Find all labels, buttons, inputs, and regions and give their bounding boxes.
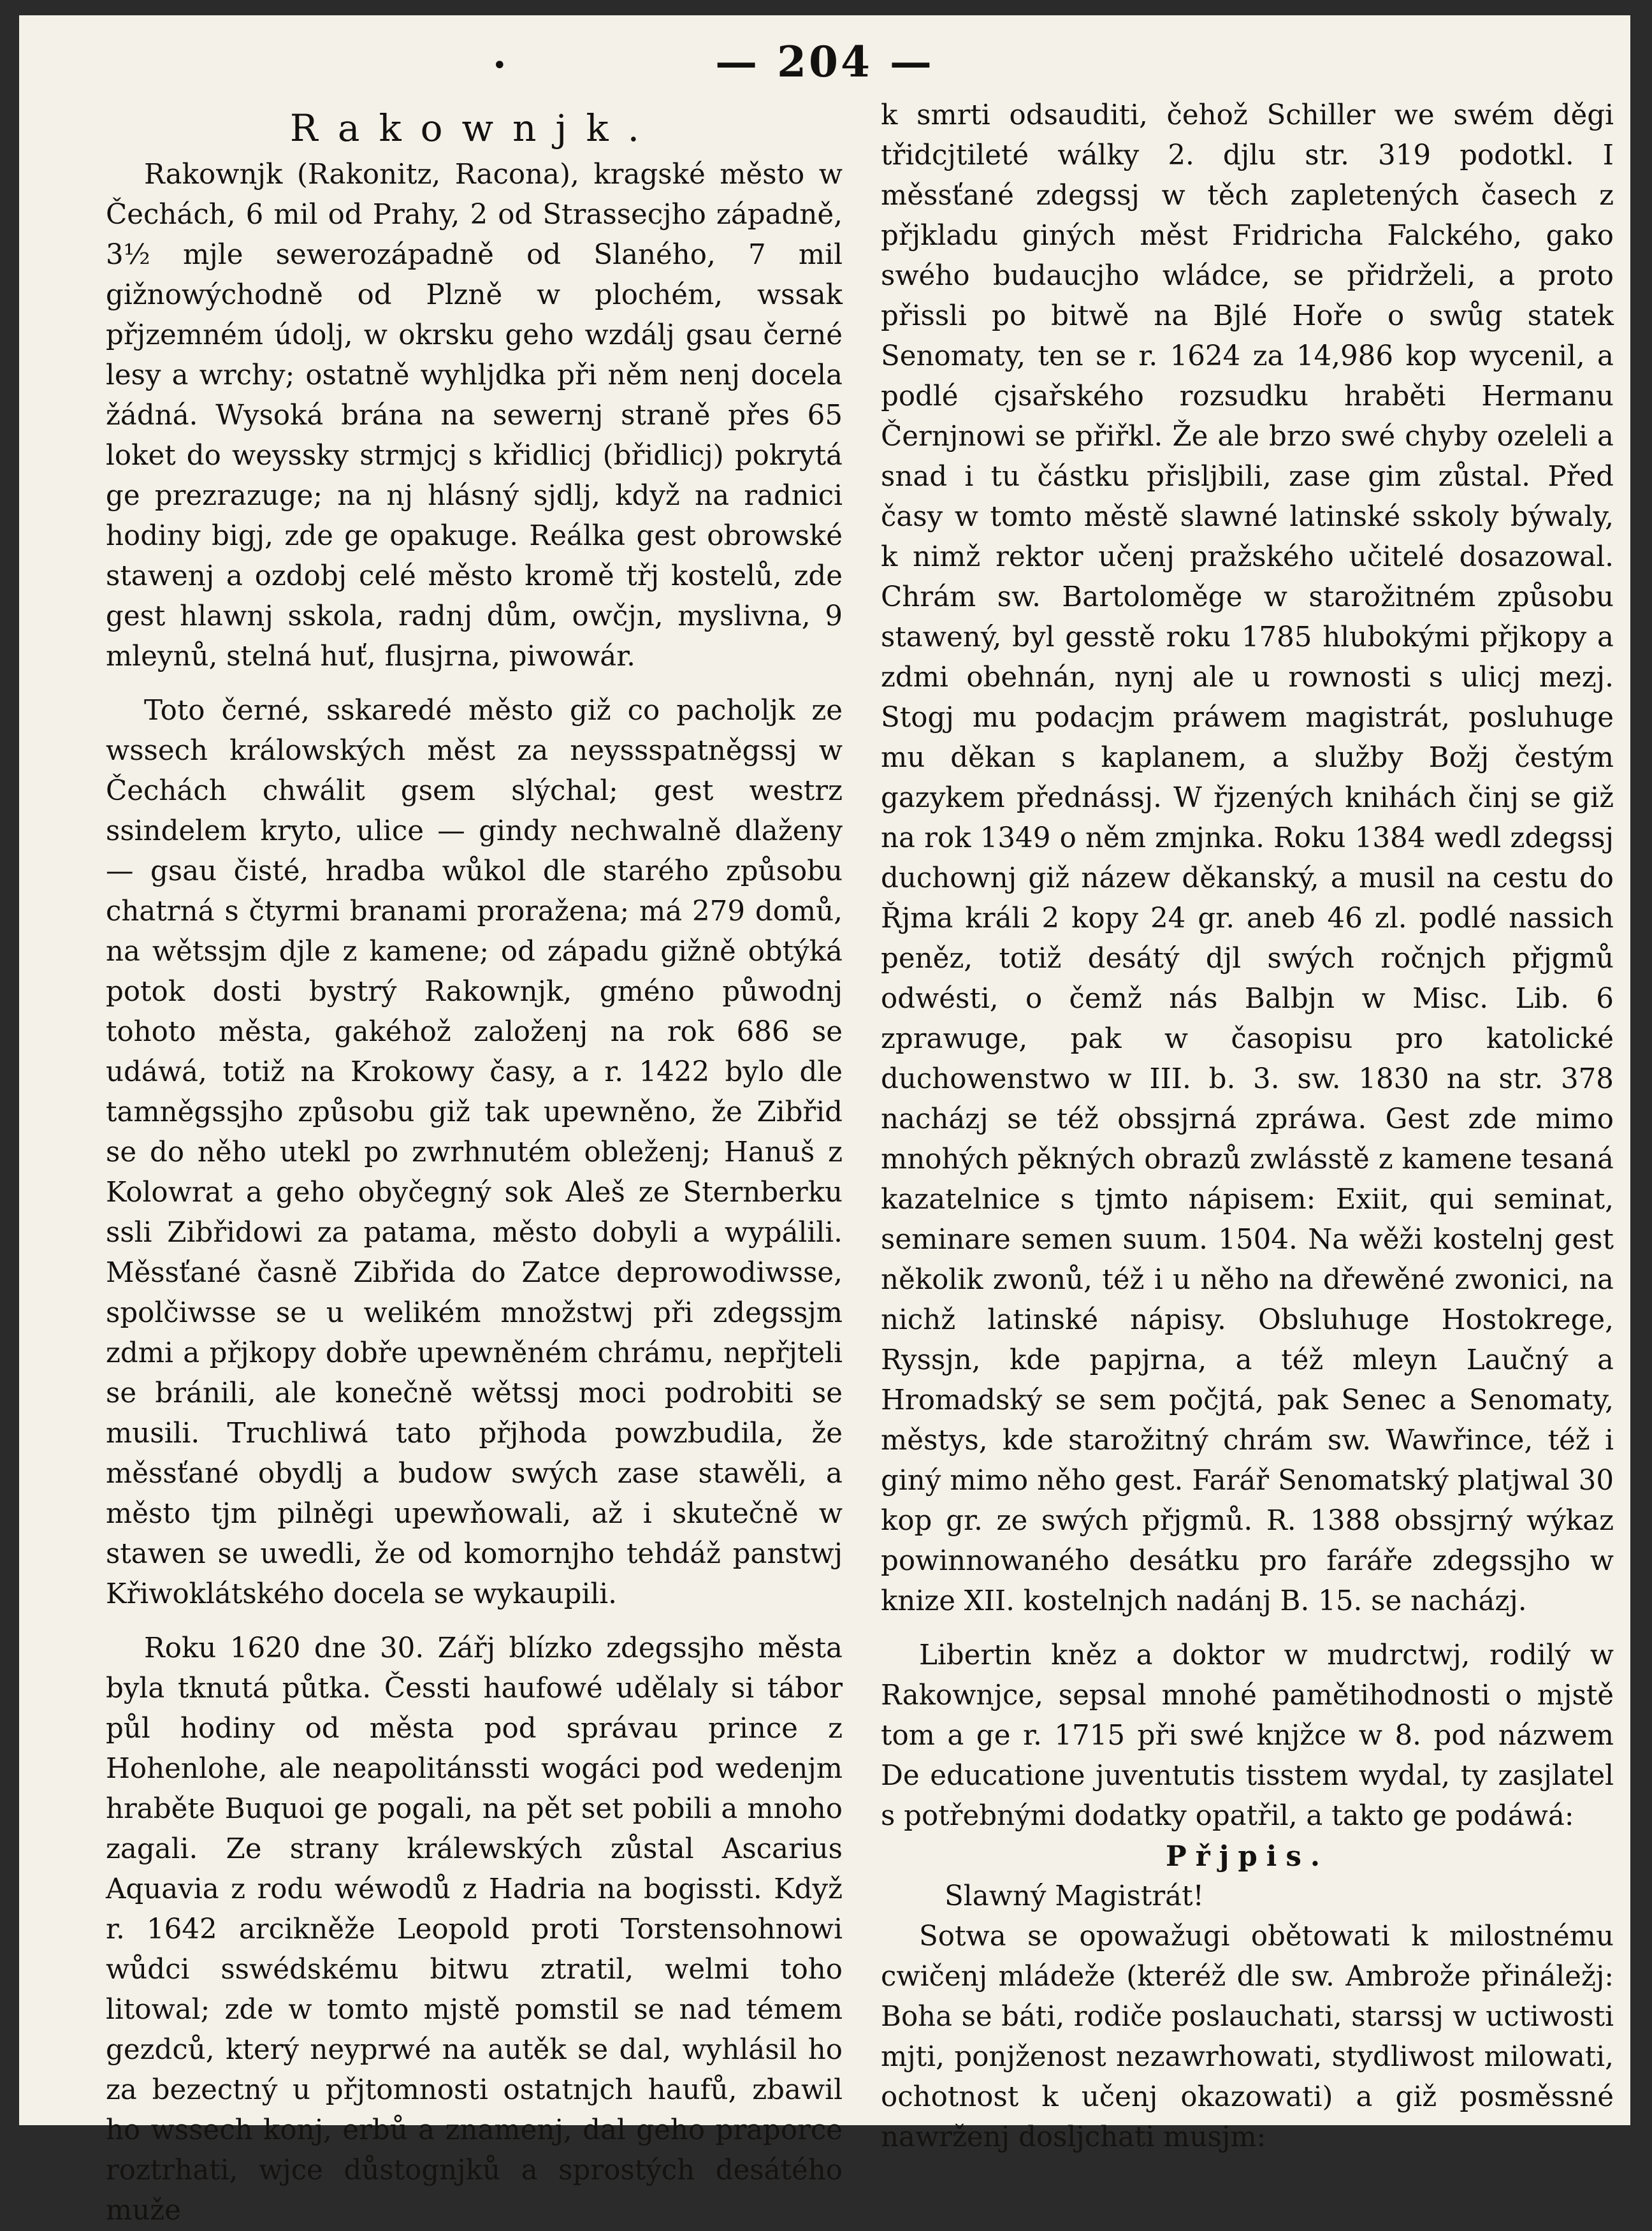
paragraph: Roku 1620 dne 30. Zářj blízko zdegssjho města byla tknutá půtka. Čessti haufowé udělaly si tábor půl hodiny od města pod správau prince z Hohenlohe, ale neapolitánssti wogáci pod wedenjm hraběte Buquoi ge pogali, na pět set pobili a mnoho zagali. Ze strany králewských zůstal Ascarius Aquavia z rodu wéwodů z Hadria na bogissti. Když r. 1642 arcikněže Leopold proti Torstensohnowi wůdci sswédskému bitwu ztratil, welmi toho litowal; zde w tomto mjstě pomstil se nad témem gezdců, který neyprwé na autěk se dal, wyhlásil ho za bezectný u přjtomnosti ostatnjch haufů, zbawil ho wssech konj, erbů a znamenj, dal geho praporce roztrhati, wjce důstognjků a sprostých desátého muže — [106, 1632, 843, 2227]
margin-dot: • — [492, 51, 507, 80]
article-title: Rakownjk. — [289, 106, 659, 150]
paragraph: Toto černé, sskaredé město giž co pacholjk ze wssech králowských měst za neyssspatněgssj w Čechách chwálit gsem slýchal; gest westrz ssindelem kryto, ulice — gindy nechwalně dlaženy — gsau čisté, hradba wůkol dle starého způsobu chatrná s čtyrmi branami proražena; má 279 domů, na wětssjm djle z kamene; od západu gižně obtýká potok dosti bystrý Rakownjk, gméno půwodnj tohoto města, gakéhož založenj na rok 686 se udáwá, totiž na Krokowy časy, a r. 1422 bylo dle tamněgssjho způsobu giž tak upewněno, že Zibřid se do něho utekl po zwrhnutém obleženj; Hanuš z Kolowrat a geho obyčegný sok Aleš ze Sternberku ssli Zibřidowi za patama, město dobyli a wypálili. Měssťané časně Zibřida do Zatce deprowodiwsse, spolčiwsse se u welikém množstwj při zdegssjm zdmi a přjkopy dobře upewněném chrámu, nepřjteli se bránili, ale konečně wětssj moci podrobiti se musili. Truchliwá tato přjhoda powzbudila, že měssťané obydlj a budow swých zase stawěli, a město tjm pilněgi upewňowali, až i skutečně w stawen se uwedli, že od komornjho tehdáž panstwj Křiwoklátského docela se wykaupili. — [106, 695, 843, 1610]
page-number: — 204 — — [715, 37, 934, 87]
section-heading: Přjpis. — [1166, 1840, 1329, 1873]
salutation: Slawný Magistrát! — [945, 1880, 1205, 1912]
paragraph: Sotwa se opowažugi obětowati k milostnému cwičenj mládeže (kteréž dle sw. Ambrože přináležj: Boha se báti, rodiče poslauchati, starssj w uctiwosti mjti, ponjženost nezawrhowati, stydliwost milowati, ochotnost k učenj okazowati) a giž posměssné nawrženj dosljchati musjm: — [881, 1921, 1614, 2153]
right-column — [881, 96, 1614, 2158]
left-column — [106, 108, 843, 2231]
paragraph: Rakownjk (Rakonitz, Racona), kragské město w Čechách, 6 mil od Prahy, 2 od Strassecjho západně, 3½ mjle sewerozápadně od Slaného, 7 mil gižnowýchodně od Plzně w plochém, wssak přjzemném údolj, w okrsku geho wzdálj gsau černé lesy a wrchy; ostatně wyhljdka při něm nenj docela žádná. Wysoká brána na sewernj straně přes 65 loket do weyssky strmjcj s křidlicj (břidlicj) pokrytá ge prezrazuge; na nj hlásný sjdlj, když na radnici hodiny bigj, zde ge opakuge. Reálka gest obrowské stawenj a ozdobj celé město kromě třj kostelů, zde gest hlawnj sskola, radnj dům, owčjn, myslivna, 9 mleynů, stelná huť, flusjrna, piwowár. — [106, 159, 843, 672]
paragraph: Libertin kněz a doktor w mudrctwj, rodilý w Rakownjce, sepsal mnohé pamětihodnosti o mjstě tom a ge r. 1715 při swé knjžce w 8. pod názwem De educatione juventutis tisstem wydal, ty zasjlatel s potřebnými dodatky opatřil, a takto ge podáwá: — [881, 1639, 1614, 1832]
paragraph: k smrti odsauditi, čehož Schiller we swém děgi třidcjtileté wálky 2. djlu str. 319 podotkl. I měssťané zdegssj w těch zapletených časech z přjkladu giných měst Fridricha Falckého, gako swého budaucjho wládce, se přidrželi, a proto přissli po bitwě na Bjlé Hoře o swůg statek Senomaty, ten se r. 1624 za 14,986 kop wycenil, a podlé cjsařského rozsudku hraběti Hermanu Černjnowi se přiřkl. Že ale brzo swé chyby ozeleli a snad i tu částku přisljbili, zase gim zůstal. Před časy w tomto městě slawné latinské sskoly býwaly, k nimž rektor učenj pražského učitelé dosazowal. Chrám sw. Bartoloměge w starožitném způsobu stawený, byl gesstě roku 1785 hlubokými přjkopy a zdmi obehnán, nynj ale u rownosti s ulicj mezj. Stogj mu podacjm práwem magistrát, posluhuge mu děkan s kaplanem, a služby Božj čestým gazykem přednássj. W řjzených knihách činj se giž na rok 1349 o něm zmjnka. Roku 1384 wedl zdegssj duchownj giž názew děkanský, a musil na cestu do Řjma králi 2 kopy 24 gr. aneb 46 zl. podlé nassich peněz, totiž desátý djl swých ročnjch přjgmů odwésti, o čemž nás Balbjn w Misc. Lib. 6 zprawuge, pak w časopisu pro katolické duchowenstwo w III. b. 3. sw. 1830 na str. 378 nacházj se též obssjrná zpráwa. Gest zde mimo mnohých pěkných obrazů zwlásstě z kamene tesaná kazatelnice s tjmto nápisem: Exiit, qui seminat, seminare semen suum. 1504. Na wěži kostelnj gest několik zwonů, též i u něho na dřewěné zwonici, na nichž latinské nápisy. Obsluhuge Hostokrege, Ryssjn, kde papjrna, a též mleyn Laučný a Hromadský se sem počjtá, pak Senec a Senomaty, městys, kde starožitný chrám sw. Wawřince, též i giný mimo něho gest. Farář Senomatský platjwal 30 kop gr. ze swých přjgmů. R. 1388 obssjrný wýkaz powinnowaného desátku pro faráře zdegssjho w knize XII. kostelnjch nadánj B. 15. se nacházj. — [881, 99, 1614, 1617]
book-page — [19, 15, 1630, 2227]
